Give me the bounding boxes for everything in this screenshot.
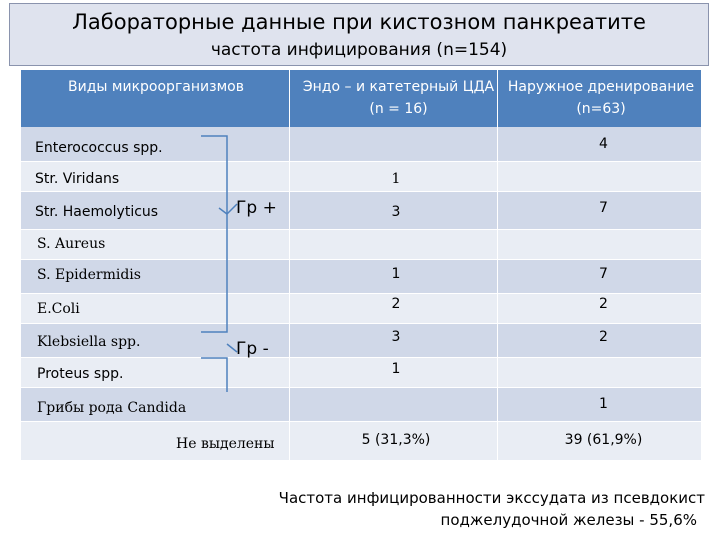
row-label-s-aureus: S. Aureus	[37, 236, 106, 252]
row-divider	[21, 293, 701, 294]
cell-endo-s-epidermidis: 1	[391, 266, 401, 282]
cell-endo-str-haemolyticus: 3	[391, 204, 401, 220]
cell-ext-not-isolated: 39 (61,9%)	[564, 432, 643, 448]
cell-endo-str-viridans: 1	[391, 171, 401, 187]
column-divider	[497, 70, 498, 460]
row-label-not-isolated: Не выделены	[176, 436, 275, 452]
row-label-e-coli: E.Coli	[37, 301, 80, 317]
row-label-s-epidermidis: S. Epidermidis	[37, 267, 141, 283]
cell-ext-enterococcus: 4	[599, 136, 608, 152]
row-label-klebsiella: Klebsiella spp.	[37, 334, 141, 350]
slide-subtitle: частота инфицирования (n=154)	[210, 40, 508, 60]
header-endo-cda: Эндо – и катетерный ЦДА (n = 16)	[302, 79, 495, 117]
row-divider	[21, 229, 701, 230]
cell-ext-candida: 1	[599, 396, 608, 412]
cell-endo-e-coli: 2	[391, 296, 401, 312]
group-label-gram-negative: Гр -	[236, 339, 269, 359]
group-label-gram-positive: Гр +	[236, 198, 277, 218]
cell-endo-not-isolated: 5 (31,3%)	[361, 432, 431, 448]
footer-line2: поджелудочной железы - 55,6%	[440, 511, 697, 529]
data-table	[21, 70, 701, 460]
row-label-str-haemolyticus: Str. Haemolyticus	[35, 204, 159, 220]
row-divider	[21, 421, 701, 422]
slide-title: Лабораторные данные при кистозном панкреатите	[72, 10, 646, 34]
row-divider	[21, 387, 701, 388]
row-divider	[21, 357, 701, 358]
row-divider	[21, 323, 701, 324]
header-microorganisms: Виды микроорганизмов	[68, 79, 244, 95]
gram-positive-bracket	[201, 136, 227, 332]
row-label-proteus: Proteus spp.	[37, 366, 124, 382]
row-divider	[21, 259, 701, 260]
cell-ext-e-coli: 2	[599, 296, 608, 312]
cell-ext-str-haemolyticus: 7	[599, 200, 608, 216]
row-divider	[21, 191, 701, 192]
row-label-candida: Грибы рода Candida	[37, 400, 187, 416]
footer-line1: Частота инфицированности экссудата из псевдокист	[278, 489, 705, 507]
title-box	[9, 3, 709, 66]
gram-negative-bracket	[201, 358, 227, 392]
cell-ext-klebsiella: 2	[599, 329, 608, 345]
cell-endo-klebsiella: 3	[391, 329, 401, 345]
row-divider	[21, 161, 701, 162]
row-label-enterococcus: Enterococcus spp.	[35, 140, 163, 156]
cell-ext-s-epidermidis: 7	[599, 266, 608, 282]
table-row-band	[21, 229, 701, 259]
row-label-str-viridans: Str. Viridans	[35, 171, 120, 187]
header-external-drainage: Наружное дренирование (n=63)	[507, 79, 695, 117]
cell-endo-proteus: 1	[391, 361, 401, 377]
